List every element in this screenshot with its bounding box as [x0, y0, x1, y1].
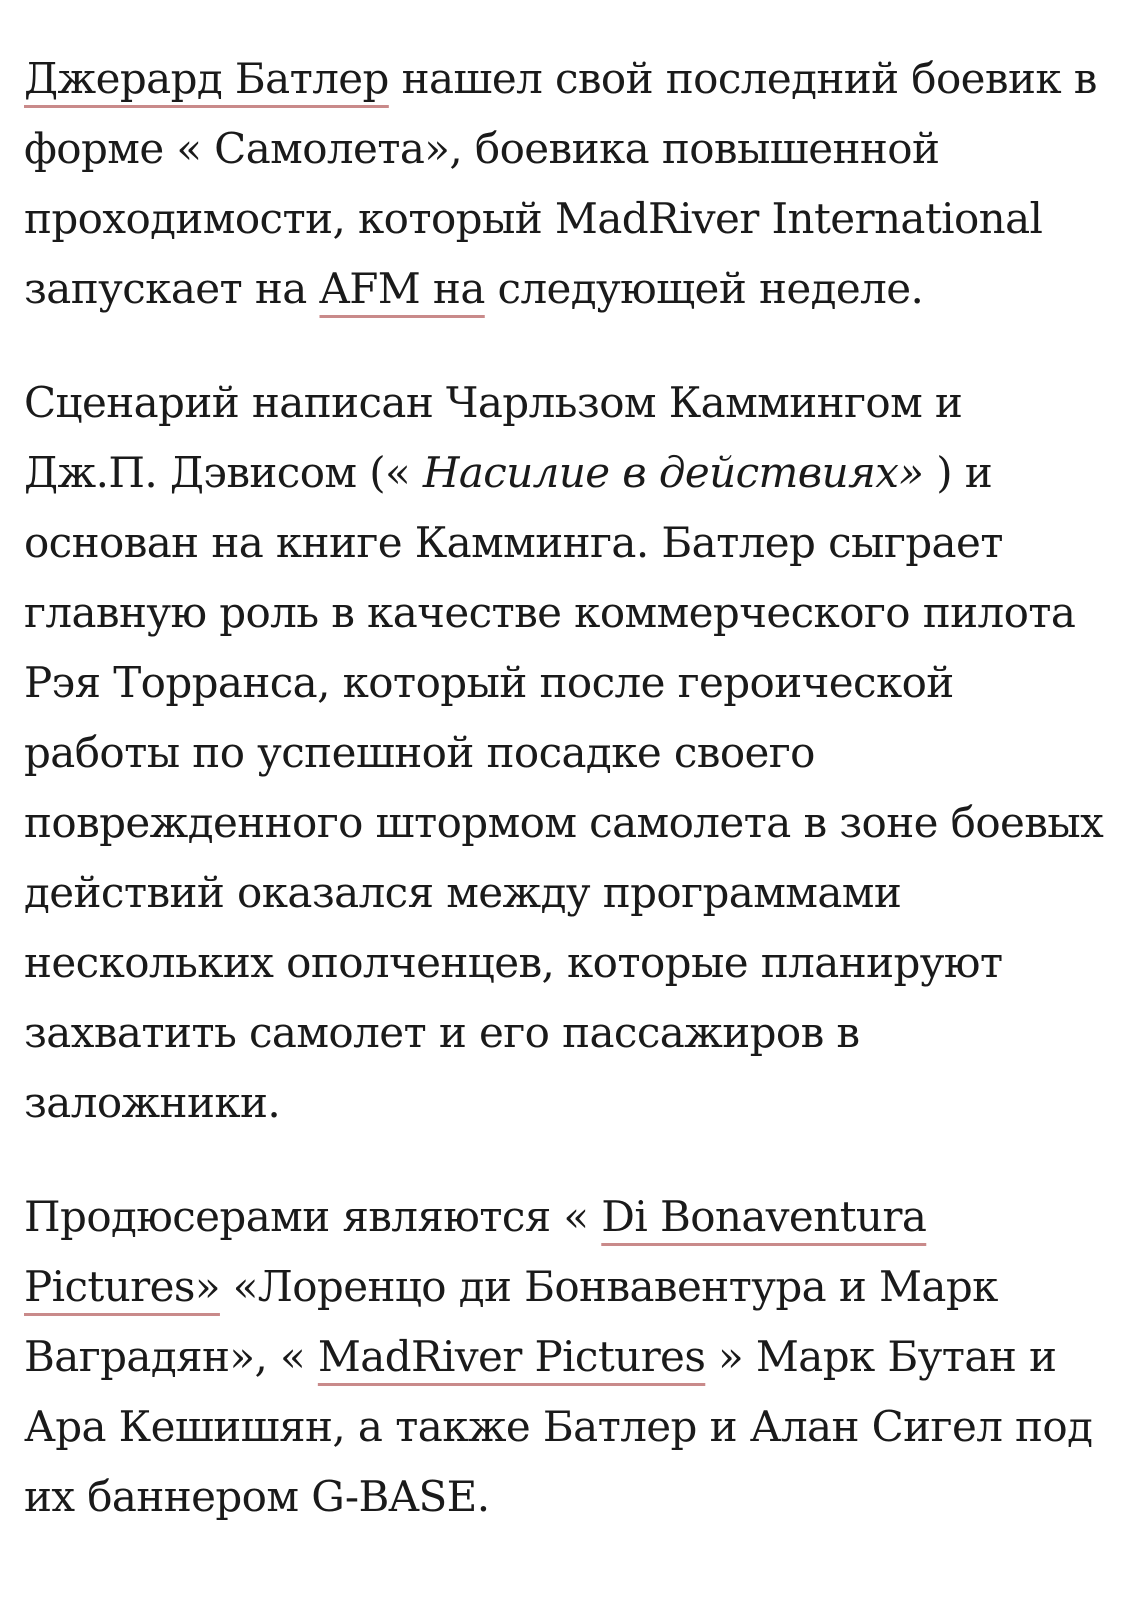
paragraph-3-text-a: Продюсерами являются «	[24, 1192, 602, 1241]
paragraph-1-text-b: следующей неделе.	[484, 264, 924, 313]
paragraph-2-text-a: Сценарий написан Чарльзом Каммингом и Дж.П. Дэвисом («	[24, 378, 963, 497]
paragraph-3-text-c: » Марк Бутан и Ара Кешишян, а также Батлер и Алан Сигел под их баннером G-BASE.	[24, 1332, 1093, 1521]
link-di-bonaventura-pictures[interactable]: Di Bonaventura Pictures»	[24, 1192, 927, 1311]
link-madriver-pictures[interactable]: MadRiver Pictures	[317, 1332, 706, 1381]
paragraph-2-text-b: ) и основан на книге Камминга. Батлер сыграет главную роль в качестве коммерческого пилота Рэя Торранса, который после героической работы по успешной посадке своего поврежденного штормом самолета в зоне боевых действий оказался между программами нескольких ополченцев, которые планируют захватить самолет и его пассажиров в заложники.	[24, 448, 1104, 1127]
film-title-italic: Насилие в действиях»	[422, 448, 924, 497]
link-afm[interactable]: AFM на	[319, 264, 485, 313]
link-gerard-butler[interactable]: Джерард Батлер	[24, 54, 389, 103]
paragraph-3-text-b: «Лоренцо ди Бонвавентура и Марк Ваградян», «	[24, 1262, 998, 1381]
article-body	[24, 44, 1104, 1576]
paragraph-3	[24, 1182, 1104, 1532]
paragraph-1	[24, 44, 1104, 324]
paragraph-2	[24, 368, 1104, 1138]
paragraph-1-text-a: нашел свой последний боевик в форме « Самолета», боевика повышенной проходимости, который MadRiver International запускает на	[24, 54, 1097, 313]
